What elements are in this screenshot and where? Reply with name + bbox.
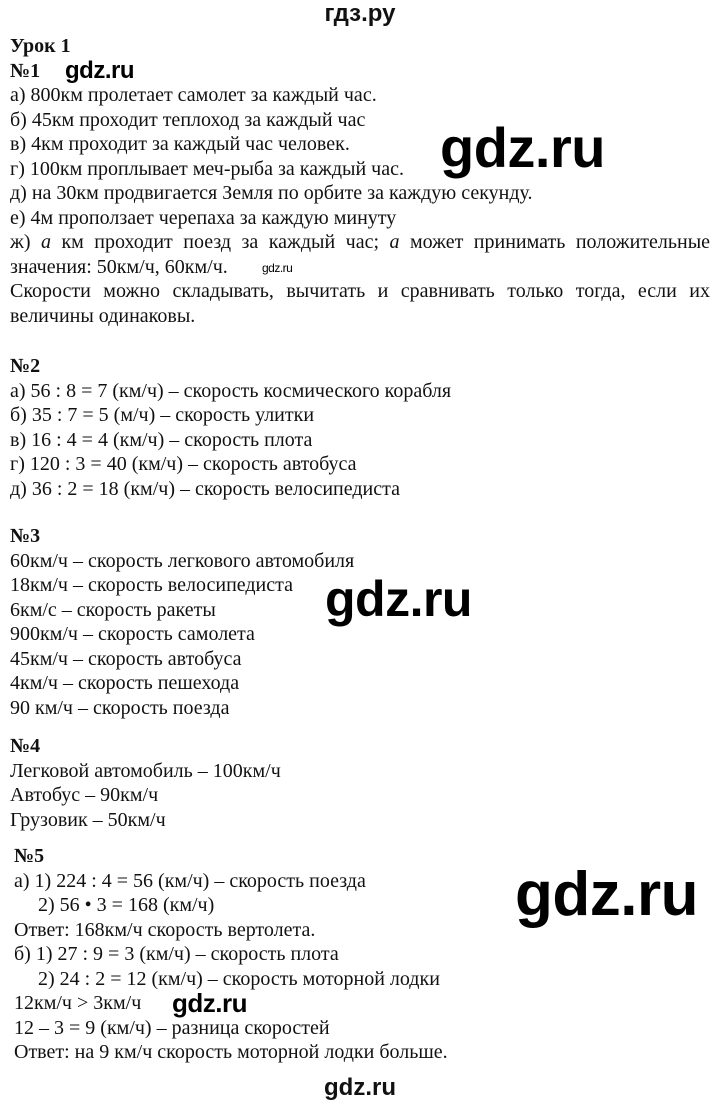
task-number: №1 (10, 59, 41, 82)
answer-line: Автобус – 90км/ч (10, 784, 159, 806)
answer-line: б) 35 : 7 = 5 (м/ч) – скорость улитки (10, 404, 315, 426)
answer-line: г) 120 : 3 = 40 (км/ч) – скорость автобуса (10, 453, 357, 475)
answer-line: г) 100км проплывает меч-рыба за каждый час. (10, 157, 404, 180)
task-number: №5 (14, 845, 45, 867)
task-number: №3 (10, 525, 41, 547)
answer-line: 18км/ч – скорость велосипедиста (10, 574, 293, 596)
answer-line: 900км/ч – скорость самолета (10, 623, 255, 645)
note-line: Скорости можно складывать, вычитать и сравнивать только тогда, если их (10, 280, 710, 302)
answer-line: д) на 30км продвигается Земля по орбите за каждую секунду. (10, 182, 533, 204)
lesson-title: Урок 1 (10, 35, 71, 57)
watermark: gdz.ru (262, 261, 293, 275)
answer-line: е) 4м проползает черепаха за каждую минуту (10, 206, 397, 229)
watermark: gdz.ru (325, 571, 472, 627)
task-2-section (10, 354, 710, 501)
answer-line: 2) 56 • 3 = 168 (км/ч) (38, 894, 215, 916)
answer-line: а) 56 : 8 = 7 (км/ч) – скорость космического корабля (10, 379, 452, 402)
answer-line: в) 4км проходит за каждый час человек. (10, 133, 350, 155)
variable-a: a (389, 231, 400, 253)
answer-line: 6км/с – скорость ракеты (10, 598, 216, 621)
text-part: ж) (10, 231, 41, 253)
task-number: №4 (10, 735, 41, 757)
answer-line: значения: 50км/ч, 60км/ч. (10, 255, 228, 278)
watermark: gdz.ru (65, 57, 134, 84)
text-part: км проходит поезд за каждый час; (50, 231, 390, 253)
answer-line: 12км/ч > 3км/ч (14, 992, 142, 1014)
watermark: gdz.ru (515, 860, 698, 929)
answer-line: 45км/ч – скорость автобуса (10, 647, 242, 670)
answer-line: Ответ: на 9 км/ч скорость моторной лодки больше. (14, 1041, 448, 1063)
text-part: может принимать положительные (399, 231, 711, 253)
answer-line: Грузовик – 50км/ч (10, 808, 166, 831)
watermark: gdz.ru (440, 116, 605, 179)
answer-line: 90 км/ч – скорость поезда (10, 696, 230, 719)
task-number: №2 (10, 355, 41, 377)
watermark: gdz.ru (172, 988, 247, 1018)
answer-line: а) 1) 224 : 4 = 56 (км/ч) – скорость поезда (14, 869, 366, 892)
site-header-title: гдз.ру (324, 0, 396, 27)
answer-line (10, 230, 710, 255)
answer-line: 4км/ч – скорость пешехода (10, 672, 240, 694)
answer-line: б) 1) 27 : 9 = 3 (км/ч) – скорость плота (14, 943, 339, 965)
variable-a: a (40, 231, 51, 253)
note-line: величины одинаковы. (10, 304, 196, 327)
answer-line: 2) 24 : 2 = 12 (км/ч) – скорость моторной лодки (38, 967, 440, 990)
answer-line: 60км/ч – скорость легкового автомобиля (10, 549, 355, 572)
footer-site-name: gdz.ru (324, 1074, 396, 1101)
answer-line: в) 16 : 4 = 4 (км/ч) – скорость плота (10, 428, 313, 451)
answer-line: 12 – 3 = 9 (км/ч) – разница скоростей (14, 1016, 330, 1039)
answer-line: а) 800км пролетает самолет за каждый час. (10, 84, 377, 106)
answer-line: д) 36 : 2 = 18 (км/ч) – скорость велосипедиста (10, 477, 400, 500)
task-4-section (10, 734, 710, 832)
answer-line: Легковой автомобиль – 100км/ч (10, 759, 281, 782)
answer-line: б) 45км проходит теплоход за каждый час (10, 108, 366, 131)
answer-line: Ответ: 168км/ч скорость вертолета. (14, 918, 316, 941)
